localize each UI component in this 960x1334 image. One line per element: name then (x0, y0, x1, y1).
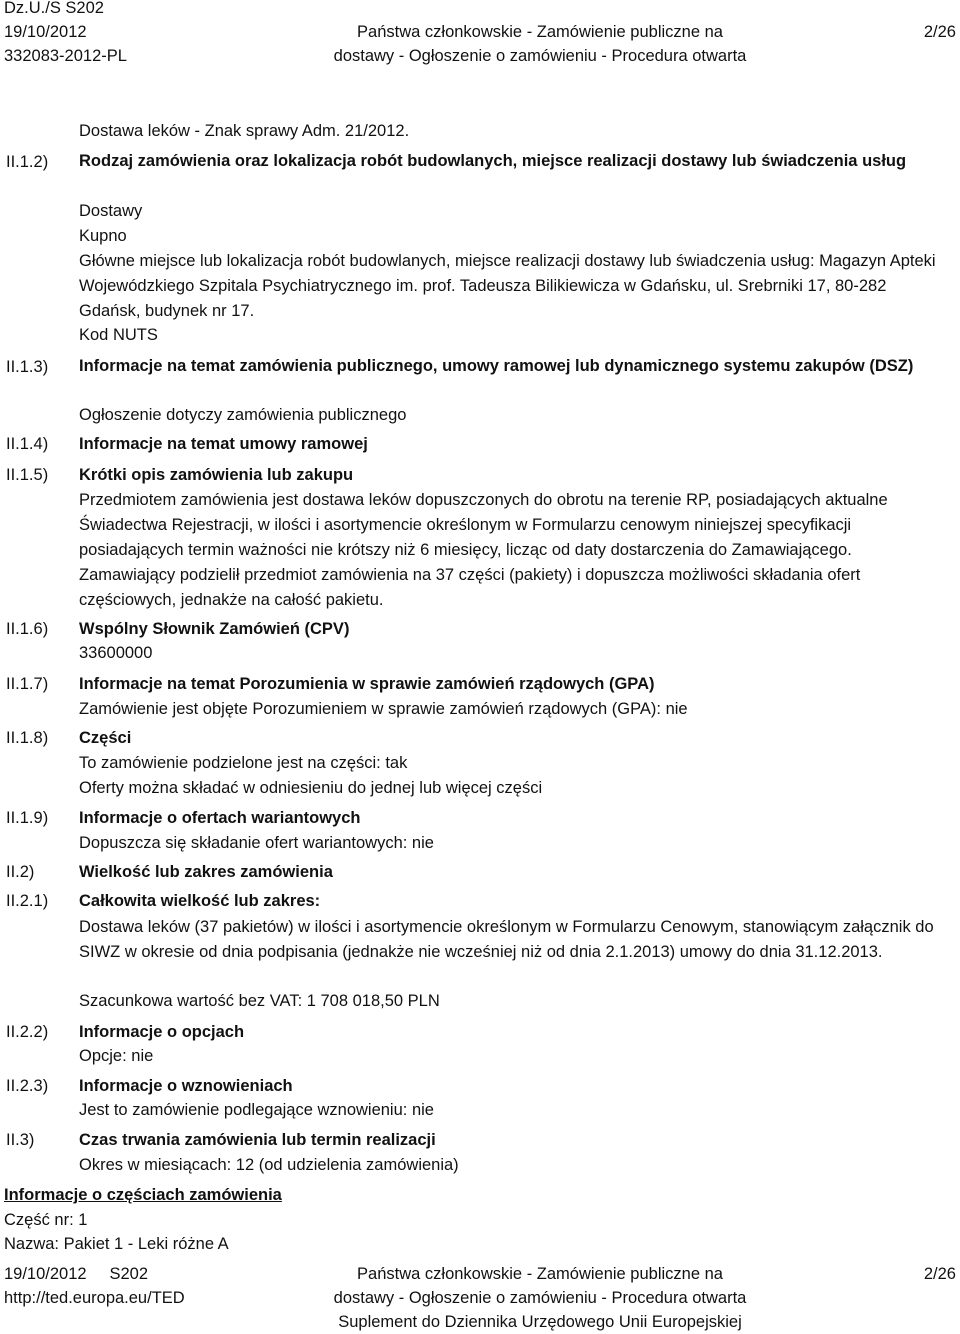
section-label: II.1.5) (6, 466, 49, 484)
section-text: Oferty można składać w odniesieniu do jednej lub więcej części (79, 779, 543, 797)
footer-date-code: 19/10/2012 S202 (4, 1265, 149, 1283)
section-label: II.1.3) (6, 358, 49, 376)
section-title: Informacje na temat zamówienia publicznego, umowy ramowej lub dynamicznego systemu zakupów (DSZ) (79, 357, 914, 375)
section-title: Czas trwania zamówienia lub termin realizacji (79, 1131, 436, 1149)
section-text: To zamówienie podzielone jest na części: tak (79, 754, 408, 772)
section-title: Wielkość lub zakres zamówienia (79, 863, 333, 881)
cpv-code: 33600000 (79, 644, 153, 662)
section-label: II.3) (6, 1131, 35, 1149)
footer-page-number: 2/26 (923, 1265, 956, 1283)
header-title-line1: Państwa członkowskie - Zamówienie publiczne na (357, 23, 723, 41)
section-title: Krótki opis zamówienia lub zakupu (79, 466, 354, 484)
header-title-line2: dostawy - Ogłoszenie o zamówieniu - Procedura otwarta (333, 47, 747, 65)
section-title: Wspólny Słownik Zamówień (CPV) (79, 620, 350, 638)
doc-id: Dz.U./S S202 (4, 0, 104, 17)
part-name: Nazwa: Pakiet 1 - Leki różne A (4, 1235, 229, 1253)
section-text: Dopuszcza się składanie ofert wariantowych: nie (79, 834, 434, 852)
nuts-code: Kod NUTS (79, 326, 158, 344)
page-footer (0, 1262, 960, 1334)
footer-title-line2: dostawy - Ogłoszenie o zamówieniu - Procedura otwarta (333, 1289, 747, 1307)
parts-title: Informacje o częściach zamówienia (4, 1186, 282, 1204)
footer-title-line3: Suplement do Dziennika Urzędowego Unii Europejskiej (338, 1313, 742, 1331)
section-text: Ogłoszenie dotyczy zamówienia publicznego (79, 406, 407, 424)
section-label: II.1.2) (6, 153, 49, 171)
section-title: Informacje na temat umowy ramowej (79, 435, 368, 453)
header-page-number: 2/26 (923, 23, 956, 41)
section-title: Informacje o opcjach (79, 1023, 245, 1041)
section-title: Rodzaj zamówienia oraz lokalizacja robót budowlanych, miejsce realizacji dostawy lub świadczenia usług (79, 152, 907, 170)
section-label: II.1.8) (6, 729, 49, 747)
section-title: Informacje na temat Porozumienia w sprawie zamówień rządowych (GPA) (79, 675, 655, 693)
header-ref: 332083-2012-PL (4, 47, 127, 65)
section-label: II.1.9) (6, 809, 49, 827)
section-title: Całkowita wielkość lub zakres: (79, 892, 321, 910)
section-label: II.2.1) (6, 892, 49, 910)
section-title: Informacje o wznowieniach (79, 1077, 293, 1095)
page-header (0, 0, 960, 75)
part-number: Część nr: 1 (4, 1211, 88, 1229)
section-label: II.2.2) (6, 1023, 49, 1041)
estimated-value: Szacunkowa wartość bez VAT: 1 708 018,50 PLN (79, 992, 440, 1010)
total-quantity-text: Dostawa leków (37 pakietów) w ilości i asortymencie określonym w Formularzu Cenowym, stanowiącym załącznik do SIWZ w okresie od dnia podpisania (jednakże nie wcześniej niż od dnia 2.1.2013) umowy do dnia 31.12.2013. (79, 918, 934, 961)
footer-title-line1: Państwa członkowskie - Zamówienie publiczne na (357, 1265, 723, 1283)
section-text: Jest to zamówienie podlegające wznowieniu: nie (79, 1101, 434, 1119)
section-label: II.2.3) (6, 1077, 49, 1095)
section-text: Zamówienie jest objęte Porozumieniem w sprawie zamówień rządowych (GPA): nie (79, 700, 688, 718)
section-label: II.2) (6, 863, 35, 881)
contract-mode: Kupno (79, 227, 127, 245)
duration-text: Okres w miesiącach: 12 (od udzielenia zamówienia) (79, 1156, 459, 1174)
section-text: Opcje: nie (79, 1047, 154, 1065)
intro-text: Dostawa leków - Znak sprawy Adm. 21/2012. (79, 122, 410, 140)
short-description: Przedmiotem zamówienia jest dostawa leków dopuszczonych do obrotu na terenie RP, posiadających aktualne Świadectwa Rejestracji, w ilości i asortymencie określonym w Formularzu cenowym niniejszej specyfikacji posiadających termin ważności nie krótszy niż 6 miesięcy, licząc od daty dostarczenia do Zamawiającego. Zamawiający podzielił przedmiot zamówienia na 37 części (pakiety) i dopuszcza możliwości składania ofert częściowych, jednakże na całość pakietu. (79, 491, 888, 609)
footer-url[interactable]: http://ted.europa.eu/TED (4, 1289, 185, 1307)
section-label: II.1.6) (6, 620, 49, 638)
place-of-delivery: Główne miejsce lub lokalizacja robót budowlanych, miejsce realizacji dostawy lub świadczenia usług: Magazyn Apteki Wojewódzkiego Szpitala Psychiatrycznego im. prof. Tadeusza Bilikiewicza w Gdańsku, ul. Srebrniki 17, 80-282 Gdańsk, budynek nr 17. (79, 252, 936, 320)
section-title: Informacje o ofertach wariantowych (79, 809, 361, 827)
section-title: Części (79, 729, 132, 747)
contract-type: Dostawy (79, 202, 143, 220)
section-label: II.1.7) (6, 675, 49, 693)
header-date: 19/10/2012 (4, 23, 87, 41)
section-label: II.1.4) (6, 435, 49, 453)
